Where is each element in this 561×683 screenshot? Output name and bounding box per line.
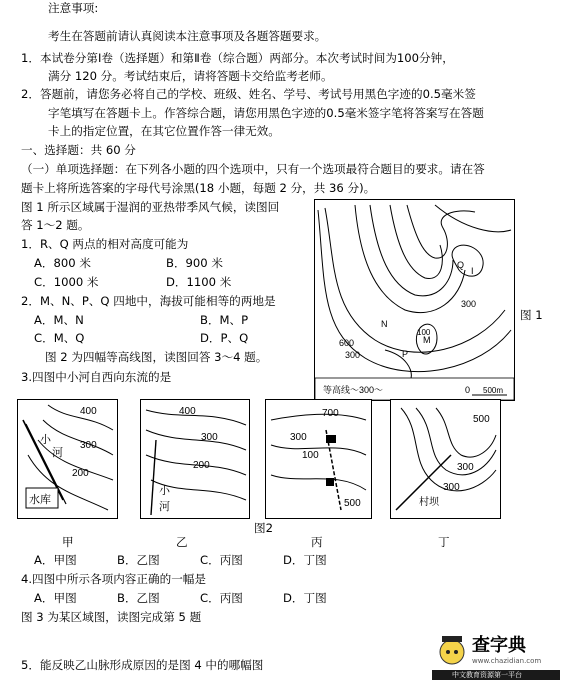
figure-2-caption: 图2 xyxy=(254,521,273,535)
figure-1-svg xyxy=(315,200,514,400)
notice-intro: 考生在答题前请认真阅读本注意事项及各题答题要求。 xyxy=(48,29,327,43)
yi-svg xyxy=(141,400,249,518)
jia-contour-200: 200 xyxy=(72,468,89,479)
q4-option-b[interactable]: B．乙图 xyxy=(117,591,160,605)
q2-option-c[interactable]: C．M、Q xyxy=(34,331,85,345)
figure-2-panel-ding xyxy=(390,399,501,519)
fig3-intro: 图 3 为某区域图，读图完成第 5 题 xyxy=(21,610,202,624)
ding-contour-500: 500 xyxy=(473,414,490,425)
q2-stem: 2．M、N、P、Q 四地中，海拔可能相等的两地是 xyxy=(21,294,276,308)
fig1-contour-300a: 300 xyxy=(461,299,477,309)
q4-option-a[interactable]: A．甲图 xyxy=(34,591,77,605)
q3-option-a[interactable]: A．甲图 xyxy=(34,553,77,567)
fig1-label-q: Q xyxy=(457,260,465,270)
note-2-line-3: 卡上的指定位置，在其它位置作答一律无效。 xyxy=(48,124,280,138)
panel-name-ding: 丁 xyxy=(438,535,450,549)
yi-contour-300: 300 xyxy=(201,432,218,443)
part-instructions-line-2: 题卡上将所选答案的字母代号涂黑(18 小题，每题 2 分，共 36 分)。 xyxy=(21,181,376,195)
q3-option-d[interactable]: D．丁图 xyxy=(283,553,327,567)
jia-contour-300: 300 xyxy=(80,440,97,451)
fig1-label-n: N xyxy=(381,319,388,329)
logo-name: 查字典 xyxy=(472,635,526,656)
q1-stem: 1．R、Q 两点的相对高度可能为 xyxy=(21,237,189,251)
ding-contour-300b: 300 xyxy=(443,482,460,493)
fig1-label-i: I xyxy=(471,266,474,276)
logo-url: www.chazidian.com xyxy=(472,657,542,665)
note-2-line-1: 2．答题前，请您务必将自己的学校、班级、姓名、学号、考试号用黑色字迹的0.5毫米签 xyxy=(21,87,476,101)
fig1-label-m: M xyxy=(423,335,431,345)
bing-contour-500: 500 xyxy=(344,498,361,509)
q1-option-a[interactable]: A．800 米 xyxy=(34,256,91,270)
jia-reservoir: 水库 xyxy=(29,494,51,506)
q4-stem: 4.四图中所示各项内容正确的一幅是 xyxy=(21,572,206,586)
q5-stem: 5．能反映乙山脉形成原因的是图 4 中的哪幅图 xyxy=(21,658,264,672)
jia-river-label-2: 河 xyxy=(52,447,63,459)
q2-option-b[interactable]: B．M、P xyxy=(200,313,249,327)
q4-option-c[interactable]: C．丙图 xyxy=(200,591,243,605)
jia-svg xyxy=(18,400,117,518)
panel-name-yi: 乙 xyxy=(176,535,188,549)
q3-stem: 3.四图中小河自西向东流的是 xyxy=(21,370,172,384)
ding-village-tag: 村坝 xyxy=(419,497,439,508)
note-2-line-2: 字笔填写在答题卡上。作答综合题，请您用黑色字迹的0.5毫米签字笔将答案写在答题 xyxy=(48,106,484,120)
q3-option-c[interactable]: C．丙图 xyxy=(200,553,243,567)
figure-2-panel-jia xyxy=(17,399,118,519)
yi-river-label-2: 河 xyxy=(159,501,170,513)
yi-river-label: 小 xyxy=(159,485,170,497)
ding-svg xyxy=(391,400,500,518)
section-heading: 一、选择题：共 60 分 xyxy=(21,143,136,157)
chazidian-logo xyxy=(432,630,560,680)
q1-option-c[interactable]: C．1000 米 xyxy=(34,275,99,289)
figure-1-caption: 图 1 xyxy=(520,308,543,322)
jia-contour-400: 400 xyxy=(80,406,97,417)
fig1-legend-zero: 0 xyxy=(465,385,471,395)
figure-1-contour-map xyxy=(314,199,515,401)
yi-contour-400: 400 xyxy=(179,406,196,417)
notice-title: 注意事项: xyxy=(48,1,99,15)
bing-svg xyxy=(266,400,371,518)
jia-river-label: 小 xyxy=(40,434,51,446)
logo-tagline: 中文教育资源第一平台 xyxy=(452,671,522,679)
note-1-line-2: 满分 120 分。考试结束后，请将答题卡交给监考老师。 xyxy=(48,69,333,83)
q3-option-b[interactable]: B．乙图 xyxy=(117,553,160,567)
bing-contour-700: 700 xyxy=(322,408,339,419)
note-1-line-1: 1．本试卷分第Ⅰ卷（选择题）和第Ⅱ卷（综合题）两部分。本次考试时间为100分钟， xyxy=(21,51,454,65)
fig1-intro-line-2: 答 1～2 题。 xyxy=(21,218,90,232)
fig1-contour-100: 100 xyxy=(417,328,431,337)
q1-option-b[interactable]: B．900 米 xyxy=(166,256,223,270)
q2-option-d[interactable]: D．P、Q xyxy=(200,331,249,345)
fig1-legend-text: 等高线～300～ xyxy=(323,385,384,395)
q2-option-a[interactable]: A．M、N xyxy=(34,313,84,327)
bing-contour-300: 300 xyxy=(290,432,307,443)
figure-2-panel-yi xyxy=(140,399,250,519)
fig1-intro-line-1: 图 1 所示区域属于湿润的亚热带季风气候，读图回 xyxy=(21,200,280,214)
panel-name-bing: 丙 xyxy=(311,535,323,549)
q4-option-d[interactable]: D．丁图 xyxy=(283,591,327,605)
fig1-contour-300b: 300 xyxy=(345,350,361,360)
q1-option-d[interactable]: D．1100 米 xyxy=(166,275,232,289)
figure-2-panel-bing xyxy=(265,399,372,519)
part-instructions-line-1: （一）单项选择题：在下列各小题的四个选项中，只有一个选项最符合题目的要求。请在答 xyxy=(21,162,485,176)
fig2-intro: 图 2 为四幅等高线图，读图回答 3～4 题。 xyxy=(45,350,268,364)
bing-contour-100: 100 xyxy=(302,450,319,461)
fig1-scale-label: 500m xyxy=(483,386,504,395)
panel-name-jia: 甲 xyxy=(62,535,74,549)
fig1-contour-600: 600 xyxy=(339,338,355,348)
ding-contour-300: 300 xyxy=(457,462,474,473)
fig1-label-p: P xyxy=(402,349,409,359)
yi-contour-200: 200 xyxy=(193,460,210,471)
